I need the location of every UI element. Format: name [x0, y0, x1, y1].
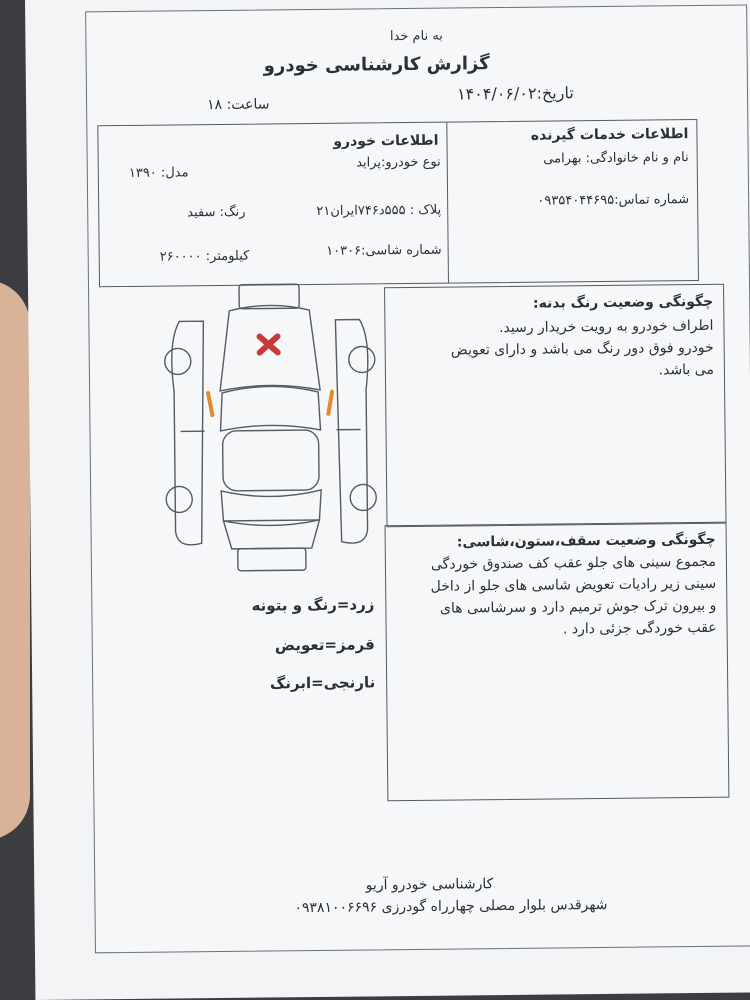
- structure-line-1: مجموع سینی های جلو عقب کف صندوق خوردگی: [430, 553, 717, 573]
- paint-notes-box: [384, 284, 726, 528]
- right-rear-wheel: [350, 484, 376, 510]
- info-box: [97, 119, 699, 287]
- vehicle-model-label: مدل:: [160, 165, 189, 181]
- right-side-shape: [335, 319, 369, 543]
- vehicle-km-value: ۲۶۰۰۰۰: [159, 249, 202, 265]
- vehicle-plate-value: ۵۵۵د۷۴۶ایران۲۱: [316, 203, 406, 219]
- vehicle-km-label: کیلومتر:: [205, 248, 250, 265]
- trunk-shape: [223, 520, 319, 549]
- vehicle-color-label: رنگ:: [219, 204, 246, 220]
- left-rear-wheel: [166, 486, 192, 512]
- structure-line-4: عقب خوردگی جزئی دارد .: [562, 619, 717, 638]
- right-front-wheel: [349, 346, 375, 372]
- vehicle-chassis-label: شماره شاسی:: [361, 242, 442, 259]
- structure-heading: چگونگی وضعیت سقف،ستون،شاسی:: [456, 531, 716, 551]
- structure-line-3: و بیرون ترک جوش ترمیم دارد و سرشاسی های: [439, 597, 717, 617]
- client-phone-value: ۰۹۳۵۴۰۴۴۶۹۵: [537, 192, 615, 209]
- vehicle-plate-label: پلاک :: [409, 202, 442, 218]
- vehicle-plate-row: [316, 203, 441, 219]
- date-line: [457, 83, 574, 103]
- red-replace-mark: [260, 336, 278, 352]
- client-phone-label: شماره تماس:: [614, 192, 690, 208]
- orange-marks: [208, 392, 332, 415]
- paint-line-2: خودرو فوق دور رنگ می باشد و دارای تعویض: [450, 339, 714, 359]
- date-label: تاریخ:: [536, 83, 574, 103]
- vehicle-chassis-value: ۱۰۳۰۶: [326, 243, 362, 259]
- vehicle-chassis-row: [326, 243, 442, 259]
- vehicle-type-label: نوع خودرو:: [380, 154, 441, 171]
- finger: [0, 280, 30, 840]
- legend-orange: نارنجی=ابرنگ: [269, 673, 376, 693]
- vehicle-heading: اطلاعات خودرو: [333, 132, 439, 150]
- car-diagram: [159, 279, 382, 581]
- time-line: [207, 96, 269, 113]
- vehicle-type-value: پراید: [356, 155, 382, 171]
- time-label: ساعت:: [226, 96, 270, 113]
- date-value: ۱۴۰۴/۰۶/۰۲: [456, 83, 537, 104]
- vehicle-color-row: [187, 205, 245, 221]
- roof-shape: [223, 430, 320, 491]
- vehicle-model-row: [129, 165, 189, 181]
- structure-line-2: سینی زیر رادیات تعویض شاسی های جلو از داخل: [430, 575, 717, 595]
- left-front-wheel: [165, 348, 191, 374]
- client-phone-row: [537, 192, 689, 209]
- client-name-value: بهرامی: [543, 151, 582, 167]
- report-sheet: [25, 0, 750, 1000]
- legend-yellow: زرد=رنگ و بتونه: [251, 595, 375, 615]
- rear-bumper-shape: [238, 548, 306, 571]
- client-name-label: نام و نام خانوادگی:: [585, 150, 689, 167]
- bismillah: به نام خدا: [389, 28, 443, 45]
- client-name-row: [543, 150, 689, 167]
- footer-company: کارشناسی خودرو آریو: [365, 876, 494, 894]
- vehicle-color-value: سفید: [187, 205, 216, 221]
- vehicle-model-value: ۱۳۹۰: [128, 165, 157, 181]
- time-value: ۱۸: [207, 96, 223, 114]
- report-title: گزارش کارشناسی خودرو: [263, 53, 490, 77]
- paint-line-1: اطراف خودرو به رویت خریدار رسید.: [498, 317, 714, 337]
- vehicle-km-row: [160, 249, 250, 265]
- vehicle-type-row: [356, 155, 441, 171]
- footer-address: شهرقدس بلوار مصلی چهارراه گودرزی ۰۹۳۸۱۰۰۶۶۹۶: [294, 896, 608, 917]
- info-divider: [446, 123, 449, 283]
- client-heading: اطلاعات خدمات گیرنده: [530, 126, 689, 144]
- paint-line-3: می باشد.: [658, 361, 714, 379]
- structure-notes-box: [385, 522, 730, 802]
- report-frame: [85, 4, 750, 953]
- legend-red: قرمز=تعویض: [274, 635, 375, 655]
- windshield-shape: [220, 386, 320, 431]
- paint-heading: چگونگی وضعیت رنگ بدنه:: [532, 293, 714, 312]
